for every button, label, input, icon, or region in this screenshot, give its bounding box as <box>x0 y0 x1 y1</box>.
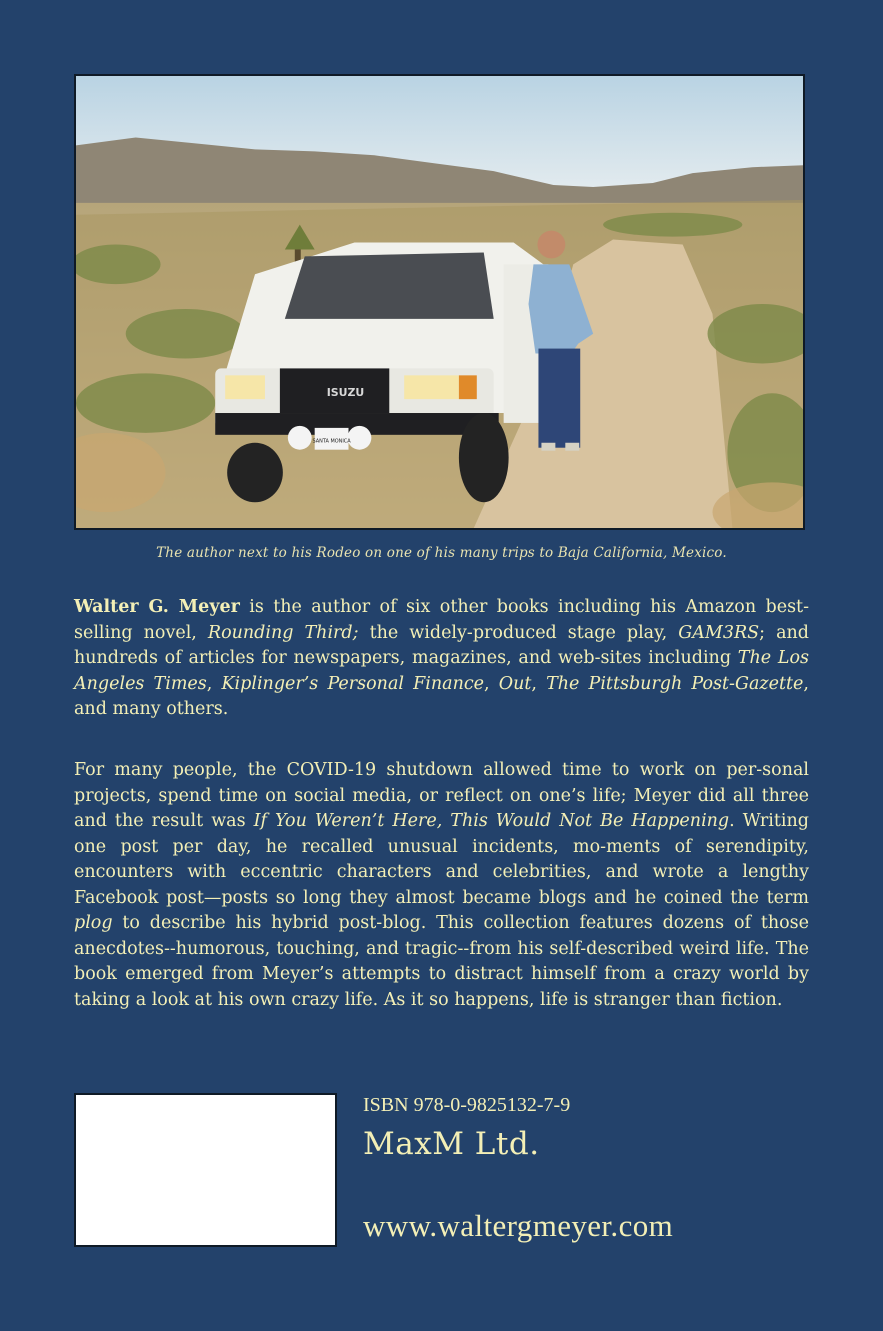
desc-text-2: . Writing one post per day, he recalled unusual incidents, mo-ments of serendipity, encounters with eccentric characters and celebrities, and wrote a lengthy Facebook post—posts so long they almost became blogs and he coined the term <box>74 811 809 908</box>
bio-text-3: ; and hundreds of articles for newspapers, magazines, and web-sites including <box>74 622 809 668</box>
bio-text-7: , and many others. <box>74 673 809 719</box>
desert-road-photo <box>76 76 803 528</box>
author-bio <box>74 595 809 723</box>
publication-kiplinger: Kiplinger’s Personal Finance <box>221 673 484 694</box>
bio-text-1: is the author of six other books including his Amazon best-selling novel, <box>74 597 809 643</box>
book-title: If You Weren’t Here, This Would Not Be Happening <box>253 811 730 831</box>
book-description <box>74 758 809 1013</box>
bio-text-2: the widely-produced stage play, <box>358 622 679 643</box>
publication-la-times: The Los Angeles Times <box>74 648 809 694</box>
publisher-name: MaxM Ltd. <box>363 1126 540 1162</box>
bio-text-5: , <box>484 673 499 694</box>
barcode-placeholder <box>74 1093 337 1247</box>
play-title-gam3rs: GAM3RS <box>678 622 760 643</box>
book-title-rounding-third: Rounding Third; <box>207 622 359 643</box>
term-plog: plog <box>74 913 113 933</box>
cover-photo <box>74 74 805 530</box>
desc-text-3: to describe his hybrid post-blog. This collection features dozens of those anecdotes--humorous, touching, and tragic--from his self-described weird life. The book emerged from Meyer’s attempts to distract himself from a crazy world by taking a look at his own crazy life. As it so happens, life is stranger than fiction. <box>74 913 809 1010</box>
bio-text-6: , <box>531 673 547 694</box>
author-name: Walter G. Meyer <box>74 597 240 617</box>
bio-text-4: , <box>206 673 222 694</box>
publication-out: Out <box>498 673 532 694</box>
plate-text: SANTA MONICA <box>312 438 351 445</box>
grille-text: ISUZU <box>326 386 365 400</box>
isbn: ISBN 978-0-9825132-7-9 <box>363 1094 571 1116</box>
website-url: www.waltergmeyer.com <box>363 1208 674 1243</box>
publication-post-gazette: The Pittsburgh Post-Gazette <box>546 673 804 694</box>
desc-text-1: For many people, the COVID-19 shutdown allowed time to work on per-sonal projects, spend time on social media, or reflect on one’s life; Meyer did all three and the result was <box>74 760 809 831</box>
photo-caption: The author next to his Rodeo on one of his many trips to Baja California, Mexico. <box>156 545 727 561</box>
